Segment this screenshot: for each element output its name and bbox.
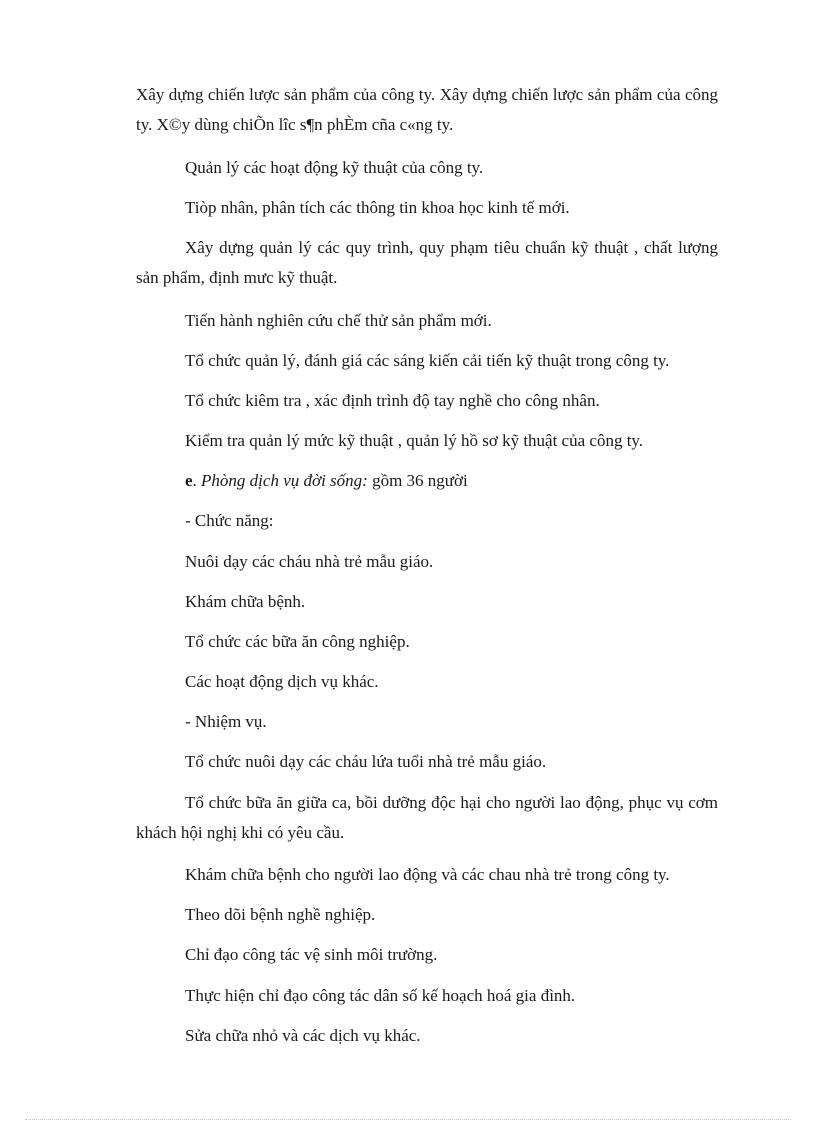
duty-heading: - Nhiệm vụ. xyxy=(185,712,267,731)
function-item: Các hoạt động dịch vụ khác. xyxy=(185,672,379,691)
function-item: Khám chữa bệnh. xyxy=(185,592,306,611)
section-title: Phòng dịch vụ đời sống: xyxy=(201,471,368,490)
duty-item: Thực hiện chỉ đạo công tác dân số kế hoạch hoá gia đình. xyxy=(185,986,576,1005)
paragraph-tech-records: Kiểm tra quản lý mức kỹ thuật , quản lý hồ sơ kỹ thuật của công ty. xyxy=(185,431,644,450)
paragraph-info-analysis: Tiòp nhân, phân tích các thông tin khoa học kinh tế mới. xyxy=(185,198,570,217)
paragraph-skill-check: Tổ chức kiêm tra , xác định trình độ tay nghề cho công nhân. xyxy=(185,391,600,410)
section-heading-e xyxy=(185,466,718,496)
duty-item: Tổ chức bữa ăn giữa ca, bồi dưỡng độc hại cho người lao động, phục vụ cơm khách hội nghị khi có yêu cầu. xyxy=(136,793,718,842)
duty-item: Theo dõi bệnh nghề nghiệp. xyxy=(185,905,376,924)
page-bottom-divider xyxy=(25,1119,791,1120)
duty-item: Chỉ đạo công tác vệ sinh môi trường. xyxy=(185,945,438,964)
section-punct: . xyxy=(192,471,202,490)
function-item: Tổ chức các bữa ăn công nghiệp. xyxy=(185,632,410,651)
paragraph-tech-management: Quản lý các hoạt động kỹ thuật của công ty. xyxy=(185,158,484,177)
function-heading: - Chức năng: xyxy=(185,511,274,530)
paragraph-research: Tiến hành nghiên cứu chế thử sản phẩm mới. xyxy=(185,311,492,330)
paragraph-standards: Xây dựng quản lý các quy trình, quy phạm tiêu chuẩn kỹ thuật , chất lượng sản phẩm, định mưc kỹ thuật. xyxy=(136,238,718,287)
function-item: Nuôi dạy các cháu nhà trẻ mẫu giáo. xyxy=(185,552,434,571)
duty-item: Khám chữa bệnh cho người lao động và các chau nhà trẻ trong công ty. xyxy=(185,865,670,884)
section-letter: e xyxy=(185,471,193,490)
section-rest: gồm 36 người xyxy=(367,471,468,490)
duty-item: Tổ chức nuôi dạy các cháu lứa tuổi nhà trẻ mẫu giáo. xyxy=(185,752,547,771)
duty-item: Sửa chữa nhỏ và các dịch vụ khác. xyxy=(185,1026,421,1045)
paragraph-strategy: Xây dựng chiến lược sản phẩm của công ty. Xây dựng chiến lược sản phẩm của công ty. X©y dùng chiÕn lîc s¶n phÈm cña c«ng ty. xyxy=(136,85,718,134)
paragraph-innovation: Tổ chức quản lý, đánh giá các sáng kiến cải tiến kỹ thuật trong công ty. xyxy=(185,351,670,370)
